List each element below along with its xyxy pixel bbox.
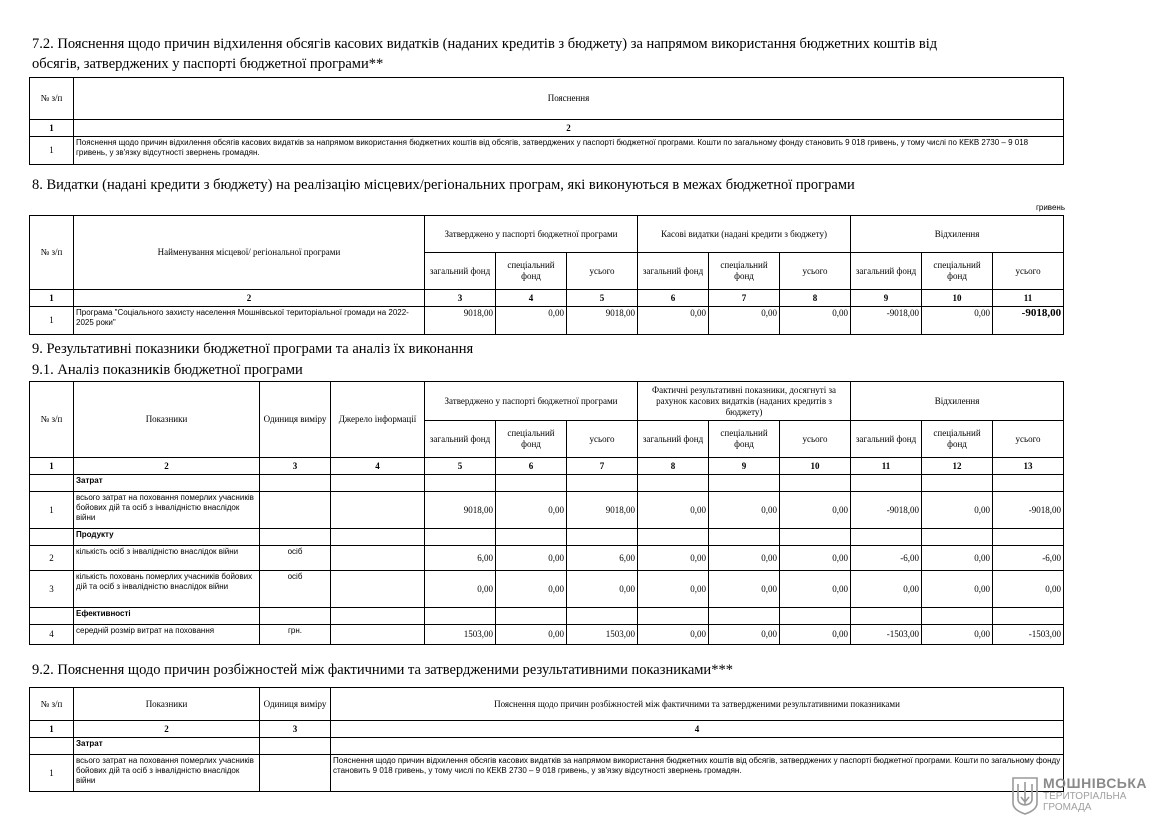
table-row: 1 всього затрат на поховання померлих учасників бойових дій та осіб з інвалідністю внаслідок війни Пояснення щодо причин відхилення обсягів касових видатків за напрямом використання бюджетних коштів від обсягів, затверджених у паспорті бюджетної програми. Кошти по загальному фонду становить 9 018 гривень, у тому числі по КЕКВ 2730 – 9 018 гривень, у зв'язку відсутності звернень громадян. bbox=[30, 755, 1064, 792]
currency-unit: гривень bbox=[1035, 203, 1065, 212]
section-9-1-heading: 9.1. Аналіз показників бюджетної програми bbox=[32, 362, 303, 378]
category-row: Ефективності bbox=[30, 608, 1064, 625]
table-8: № з/п Найменування місцевої/ регіональної програми Затверджено у паспорті бюджетної програми Касові видатки (надані кредити з бюджету) Відхилення загальний фонд спеціальний фонд усього загальний фонд спеціальний фонд усього загальний фонд спеціальний фонд усього 1 2 3 4 5 6 7 8 9 10 11 1 Програма "Соціального захисту населення Мошнівської територіальної громади на 2022-2025 роки" 9018,00 0,00 9018,00 0,00 0,00 0,00 -9018,00 0,00 -9018,00 bbox=[29, 215, 1064, 335]
category-row: Затрат bbox=[30, 738, 1064, 755]
section-7-2-heading: 7.2. Пояснення щодо причин відхилення обсягів касових видатків (наданих кредитів з бюджету) за напрямом використання бюджетних коштів від обсягів, затверджених у паспорті бюджетної програми** bbox=[32, 36, 938, 72]
col-explanation-header: Пояснення bbox=[74, 78, 1064, 120]
category-row: Затрат bbox=[30, 475, 1064, 492]
category-row: Продукту bbox=[30, 529, 1064, 546]
table-row: 4 середній розмір витрат на поховання грн. 1503,00 0,00 1503,00 0,00 0,00 0,00 -1503,00 0,00 -1503,00 bbox=[30, 625, 1064, 645]
table-9-1: № з/п Показники Одиниця виміру Джерело інформації Затверджено у паспорті бюджетної програми Фактичні результативні показники, досягнуті за рахунок касових видатків (наданих кредитів з бюджету) Відхилення загальний фонд спеціальний фонд усього загальний фонд спеціальний фонд усього загальний фонд спеціальний фонд усього 1 2 3 4 5 6 7 8 9 10 11 12 13 Затрат 1 всього затрат на поховання померлих учасників бойових дій та осіб з інвалідністю внаслідок війни 9018,00 0,00 9018,00 0,00 0,00 0,00 -9018,00 0,00 -9018,00 Продукту 2 кількість осіб з інвалідністю внаслідок війни осіб 6,00 0,00 6,00 0,00 0,00 0,00 -6,00 0,00 -6,00 3 кількість поховань померлих учасників бойових дій та осіб з інвалідністю внаслідок війни осіб 0,00 0,00 0,00 0,00 0,00 0,00 0,00 0,00 0,00 Ефективності 4 середній розмір витрат на поховання грн. 1503,00 0,00 1503,00 0,00 0,00 0,00 -1503,00 0,00 -1503,00 bbox=[29, 381, 1064, 645]
row-num: 1 bbox=[30, 137, 74, 165]
table-row: 3 кількість поховань померлих учасників бойових дій та осіб з інвалідністю внаслідок війни осіб 0,00 0,00 0,00 0,00 0,00 0,00 0,00 0,00 0,00 bbox=[30, 571, 1064, 608]
table-9-2: № з/п Показники Одиниця виміру Пояснення щодо причин розбіжностей між фактичними та затвердженими результативними показниками 1 2 3 4 Затрат 1 всього затрат на поховання померлих учасників бойових дій та осіб з інвалідністю внаслідок війни Пояснення щодо причин відхилення обсягів касових видатків за напрямом використання бюджетних коштів від обсягів, затверджених у паспорті бюджетної програми. Кошти по загальному фонду становить 9 018 гривень, у тому числі по КЕКВ 2730 – 9 018 гривень, у зв'язку відсутності звернень громадян. bbox=[29, 687, 1064, 792]
table-row: 1 всього затрат на поховання померлих учасників бойових дій та осіб з інвалідністю внаслідок війни 9018,00 0,00 9018,00 0,00 0,00 0,00 -9018,00 0,00 -9018,00 bbox=[30, 492, 1064, 529]
logo-subtitle: ТЕРИТОРІАЛЬНА ГРОМАДА bbox=[1043, 791, 1127, 813]
community-logo bbox=[1010, 773, 1160, 817]
trident-icon bbox=[1010, 775, 1040, 815]
col-num-header: № з/п bbox=[30, 78, 74, 120]
section-9-heading: 9. Результативні показники бюджетної програми та аналіз їх виконання bbox=[32, 341, 474, 357]
table-7-2: № з/п Пояснення 1 2 1 Пояснення щодо причин відхилення обсягів касових видатків за напрямом використання бюджетних коштів від обсягів, затверджених у паспорті бюджетної програми. Кошти по загальному фонду становить 9 018 гривень, у тому числі по КЕКВ 2730 – 9 018 гривень, у зв'язку відсутності звернень громадян. bbox=[29, 77, 1064, 165]
logo-title: МОШНІВСЬКА bbox=[1043, 775, 1148, 791]
table-row: 2 кількість осіб з інвалідністю внаслідок війни осіб 6,00 0,00 6,00 0,00 0,00 0,00 -6,00 0,00 -6,00 bbox=[30, 546, 1064, 571]
explanation-text: Пояснення щодо причин відхилення обсягів касових видатків за напрямом використання бюджетних коштів від обсягів, затверджених у паспорті бюджетної програми. Кошти по загальному фонду становить 9 018 гривень, у тому числі по КЕКВ 2730 – 9 018 гривень, у зв'язку відсутності звернень громадян. bbox=[74, 137, 1064, 165]
section-8-heading: 8. Видатки (надані кредити з бюджету) на реалізацію місцевих/регіональних програм, які виконуються в межах бюджетної програми bbox=[32, 177, 855, 193]
section-9-2-heading: 9.2. Пояснення щодо причин розбіжностей між фактичними та затвердженими результативними показниками*** bbox=[32, 662, 733, 678]
table-row: 1 Програма "Соціального захисту населення Мошнівської територіальної громади на 2022-2025 роки" 9018,00 0,00 9018,00 0,00 0,00 0,00 -9018,00 0,00 -9018,00 bbox=[30, 307, 1064, 335]
